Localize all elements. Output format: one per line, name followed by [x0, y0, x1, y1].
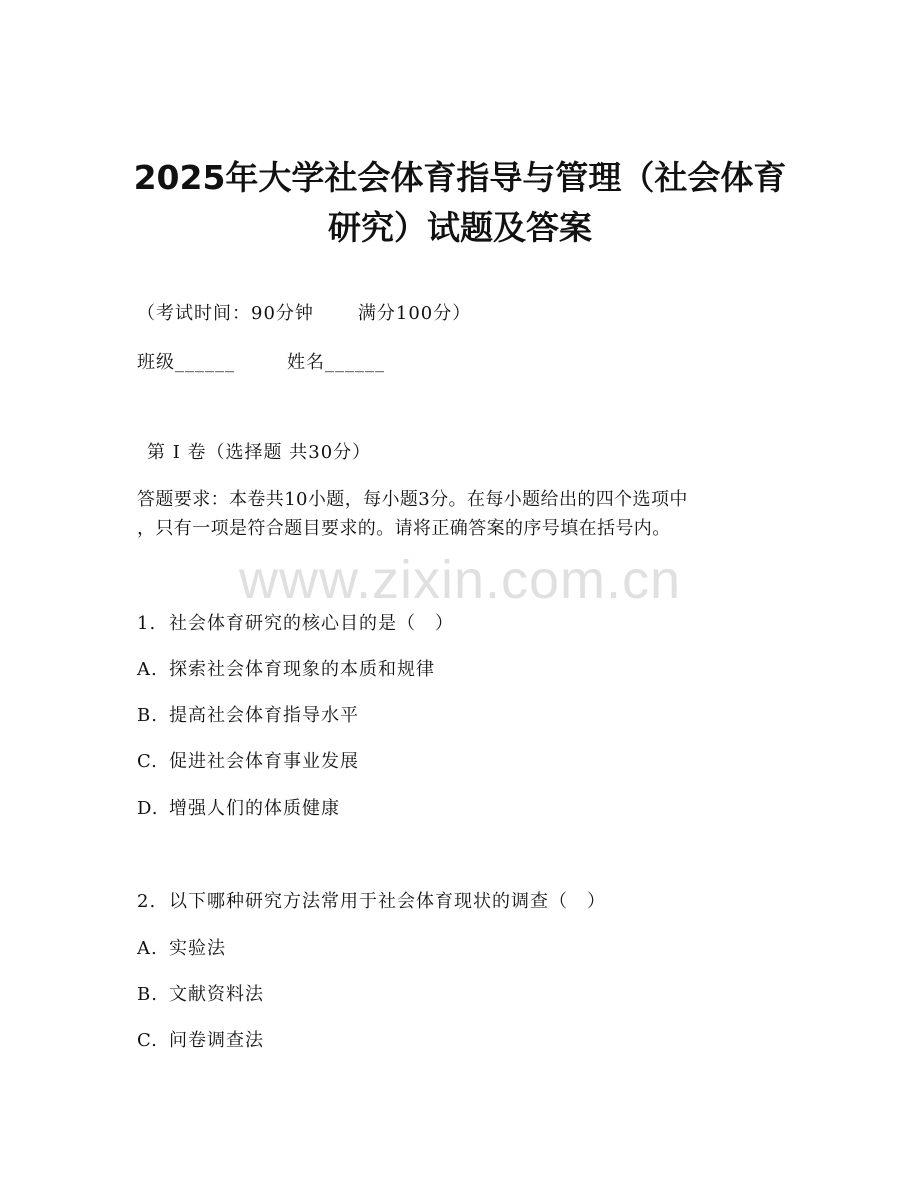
question-2	[137, 889, 606, 915]
option-letter: B.	[137, 705, 158, 726]
option-letter: A.	[137, 938, 158, 959]
section-heading: 第 I 卷（选择题 共30分）	[147, 442, 372, 463]
question-text: 社会体育研究的核心目的是（ ）	[169, 613, 454, 634]
name-field: 姓名______	[287, 352, 385, 373]
question-1-option-a	[137, 657, 435, 683]
exam-time: （考试时间：90分钟	[137, 303, 314, 324]
question-1-option-d	[137, 796, 340, 822]
question-1-option-c	[137, 749, 359, 775]
question-2-option-b	[137, 982, 264, 1008]
option-text: 增强人们的体质健康	[169, 798, 340, 819]
watermark: www.zixin.com.cn	[238, 550, 682, 610]
exam-full-score: 满分100分）	[357, 303, 472, 324]
student-fields	[137, 350, 385, 376]
exam-info	[137, 301, 471, 327]
option-text: 促进社会体育事业发展	[169, 751, 359, 772]
question-number: 2.	[137, 891, 157, 912]
option-text: 文献资料法	[169, 984, 264, 1005]
option-letter: C.	[137, 751, 158, 772]
question-1-option-b	[137, 703, 359, 729]
option-text: 探索社会体育现象的本质和规律	[169, 659, 435, 680]
question-1	[137, 611, 454, 637]
option-letter: C.	[137, 1030, 158, 1051]
question-number: 1.	[137, 613, 157, 634]
instructions-line-1: 答题要求：本卷共10小题，每小题3分。在每小题给出的四个选项中	[137, 489, 688, 510]
option-letter: B.	[137, 984, 158, 1005]
document-title-line-2: 研究）试题及答案	[328, 208, 592, 247]
option-letter: A.	[137, 659, 158, 680]
option-text: 实验法	[169, 938, 226, 959]
question-text: 以下哪种研究方法常用于社会体育现状的调查（ ）	[169, 891, 606, 912]
instructions-line-2: ，只有一项是符合题目要求的。请将正确答案的序号填在括号内。	[137, 518, 671, 539]
question-2-option-c	[137, 1028, 264, 1054]
document-title-line-1: 2025年大学社会体育指导与管理（社会体育	[133, 158, 787, 197]
option-letter: D.	[137, 798, 159, 819]
class-field: 班级______	[137, 352, 235, 373]
option-text: 问卷调查法	[169, 1030, 264, 1051]
question-2-option-a	[137, 936, 226, 962]
option-text: 提高社会体育指导水平	[169, 705, 359, 726]
